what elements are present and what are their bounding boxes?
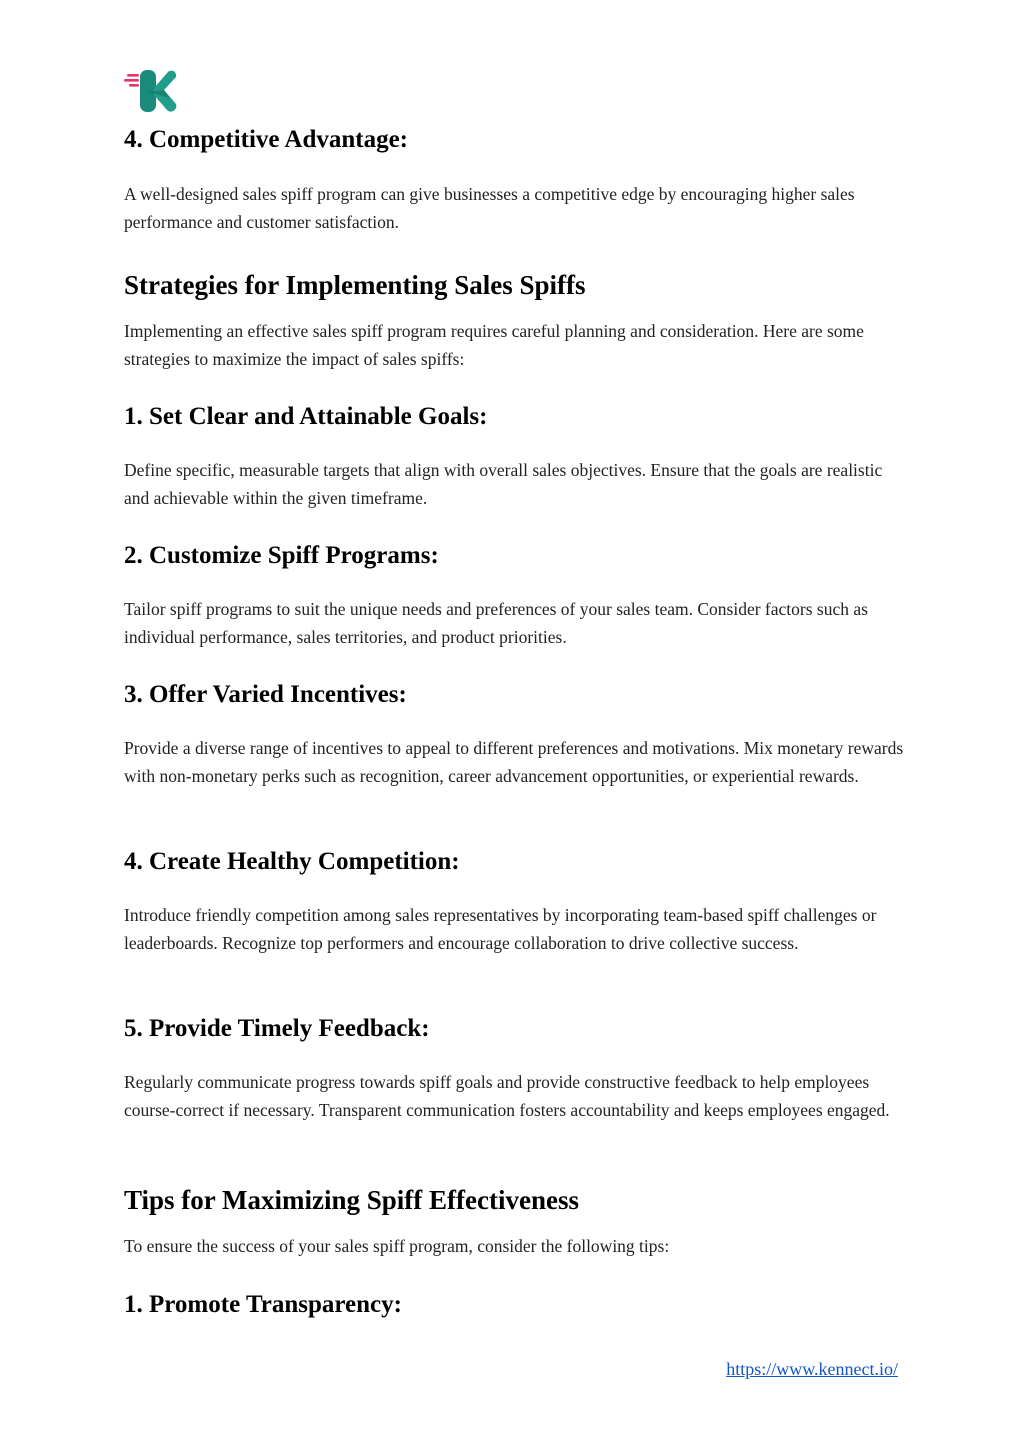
tips-intro: To ensure the success of your sales spiff program, consider the following tips: [124, 1236, 670, 1256]
transparency-heading: 1. Promote Transparency: [124, 1291, 402, 1318]
competitive-advantage-heading: 4. Competitive Advantage: [124, 126, 408, 153]
feedback-heading: 5. Provide Timely Feedback: [124, 1015, 430, 1042]
feedback-text: Regularly communicate progress towards spiff goals and provide constructive feedback to help employees course-correct if necessary. Transparent communication fosters accountability and keeps employees engaged. [124, 1072, 890, 1120]
footer-website-link[interactable]: https://www.kennect.io/ [726, 1359, 898, 1379]
kennect-logo [124, 68, 180, 114]
kennect-logo-icon [124, 68, 180, 114]
goals-heading: 1. Set Clear and Attainable Goals: [124, 403, 488, 430]
customize-text: Tailor spiff programs to suit the unique needs and preferences of your sales team. Consider factors such as individual performance, sales territories, and product priorities. [124, 599, 868, 647]
goals-text: Define specific, measurable targets that align with overall sales objectives. Ensure that the goals are realistic and achievable within the given timeframe. [124, 460, 883, 508]
competitive-advantage-text: A well-designed sales spiff program can give businesses a competitive edge by encouraging higher sales performance and customer satisfaction. [124, 184, 855, 232]
tips-heading: Tips for Maximizing Spiff Effectiveness [124, 1185, 579, 1215]
incentives-text: Provide a diverse range of incentives to appeal to different preferences and motivations. Mix monetary rewards with non-monetary perks such as recognition, career advancement opportunities, or experiential rewards. [124, 738, 904, 786]
customize-heading: 2. Customize Spiff Programs: [124, 542, 439, 569]
strategies-heading: Strategies for Implementing Sales Spiffs [124, 270, 586, 300]
incentives-heading: 3. Offer Varied Incentives: [124, 681, 407, 708]
competition-text: Introduce friendly competition among sales representatives by incorporating team-based spiff challenges or leaderboards. Recognize top performers and encourage collaboration to drive collective success. [124, 905, 877, 953]
competition-heading: 4. Create Healthy Competition: [124, 848, 460, 875]
strategies-intro: Implementing an effective sales spiff program requires careful planning and consideration. Here are some strategies to maximize the impact of sales spiffs: [124, 321, 864, 369]
